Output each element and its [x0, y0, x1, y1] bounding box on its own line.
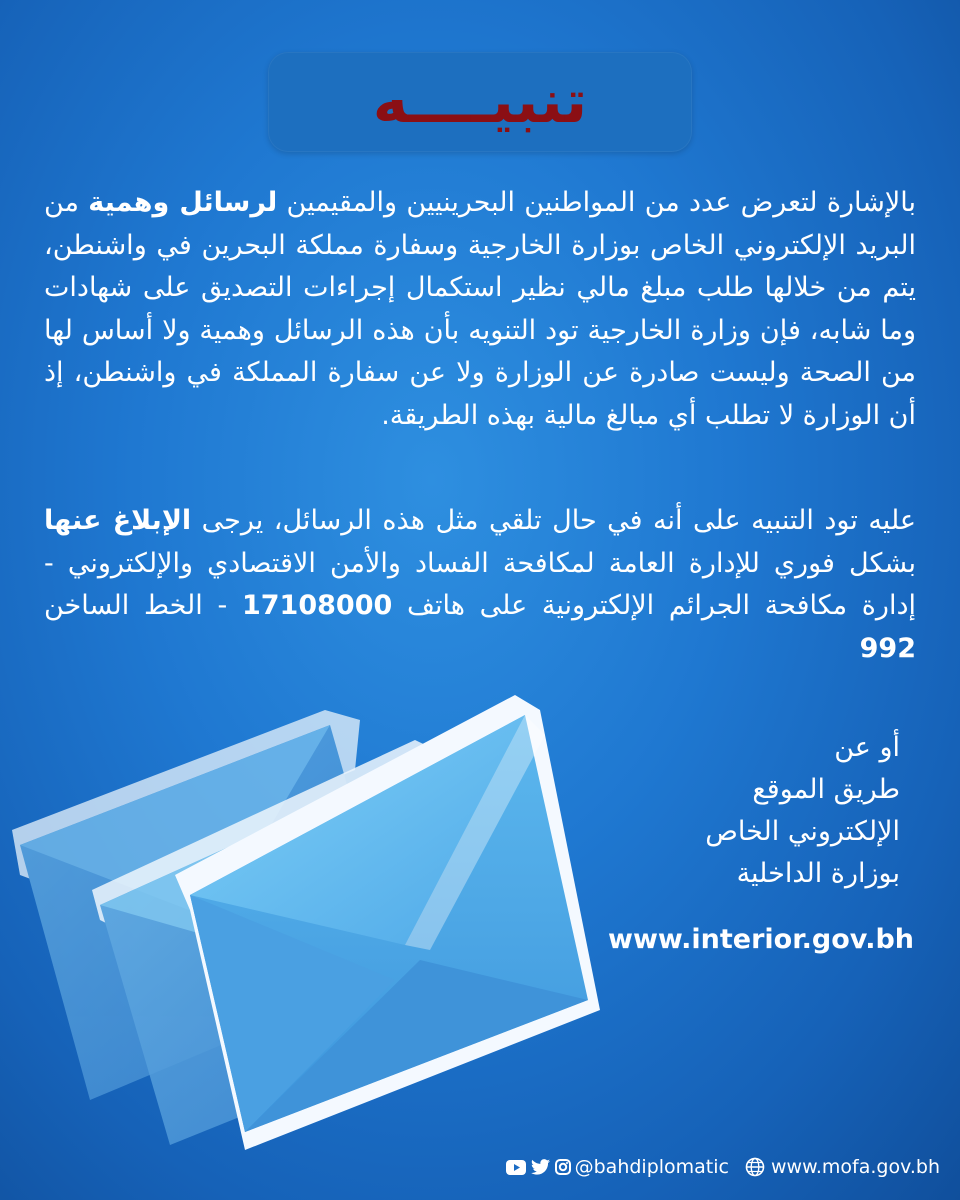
alt-line-4: بوزارة الداخلية	[736, 858, 900, 889]
paragraph2-intro: عليه تود التنبيه على أنه في حال تلقي مثل هذه الرسائل، يرجى	[191, 505, 916, 536]
alt-line-1: أو عن	[834, 732, 900, 763]
envelopes-illustration	[0, 680, 600, 1150]
youtube-icon[interactable]	[506, 1160, 526, 1175]
hotline-number: 992	[859, 632, 916, 664]
instagram-icon[interactable]	[555, 1159, 571, 1175]
social-icons	[506, 1159, 571, 1175]
alt-line-2: طريق الموقع	[752, 774, 900, 805]
phone-number: 17108000	[241, 590, 393, 621]
paragraph1-bold: لرسائل وهمية	[88, 187, 278, 218]
paragraph2-rest: بشكل فوري للإدارة العامة لمكافحة الفساد والأمن الاقتصادي والإلكتروني - إدارة مكافحة الجرائم الإلكترونية على هاتف	[44, 547, 917, 621]
footer-bar	[340, 1150, 940, 1184]
page-title: تنبيــــه	[372, 67, 588, 137]
alt-line-3: الإلكتروني الخاص	[705, 816, 900, 847]
paragraph1-intro: بالإشارة لتعرض عدد من المواطنين البحرينيين والمقيمين	[277, 187, 916, 218]
twitter-icon[interactable]	[531, 1159, 550, 1175]
paragraph1-rest: من البريد الإلكتروني الخاص بوزارة الخارجية وسفارة مملكة البحرين في واشنطن، يتم من خلالها طلب مبلغ مالي نظير استكمال إجراءات التصديق على شهادات وما شابه، فإن وزارة الخارجية تود التنويه بأن هذه الرسائل وهمية ولا أساس لها من الصحة وليست صادرة عن الوزارة ولا عن سفارة المملكة في واشنطن، إذ أن الوزارة لا تطلب أي مبالغ مالية بهذه الطريقة.	[44, 187, 916, 431]
hotline-label: - الخط الساخن	[44, 590, 242, 621]
interior-website-link[interactable]: www.interior.gov.bh	[608, 924, 914, 955]
globe-icon	[745, 1157, 765, 1177]
title-banner	[268, 52, 692, 152]
paragraph-warning	[44, 182, 916, 437]
paragraph-report	[44, 500, 916, 670]
paragraph2-bold: الإبلاغ عنها	[44, 505, 192, 536]
social-handle[interactable]: @bahdiplomatic	[574, 1156, 729, 1178]
alternative-contact	[600, 727, 900, 895]
mofa-website-link[interactable]: www.mofa.gov.bh	[770, 1156, 940, 1178]
